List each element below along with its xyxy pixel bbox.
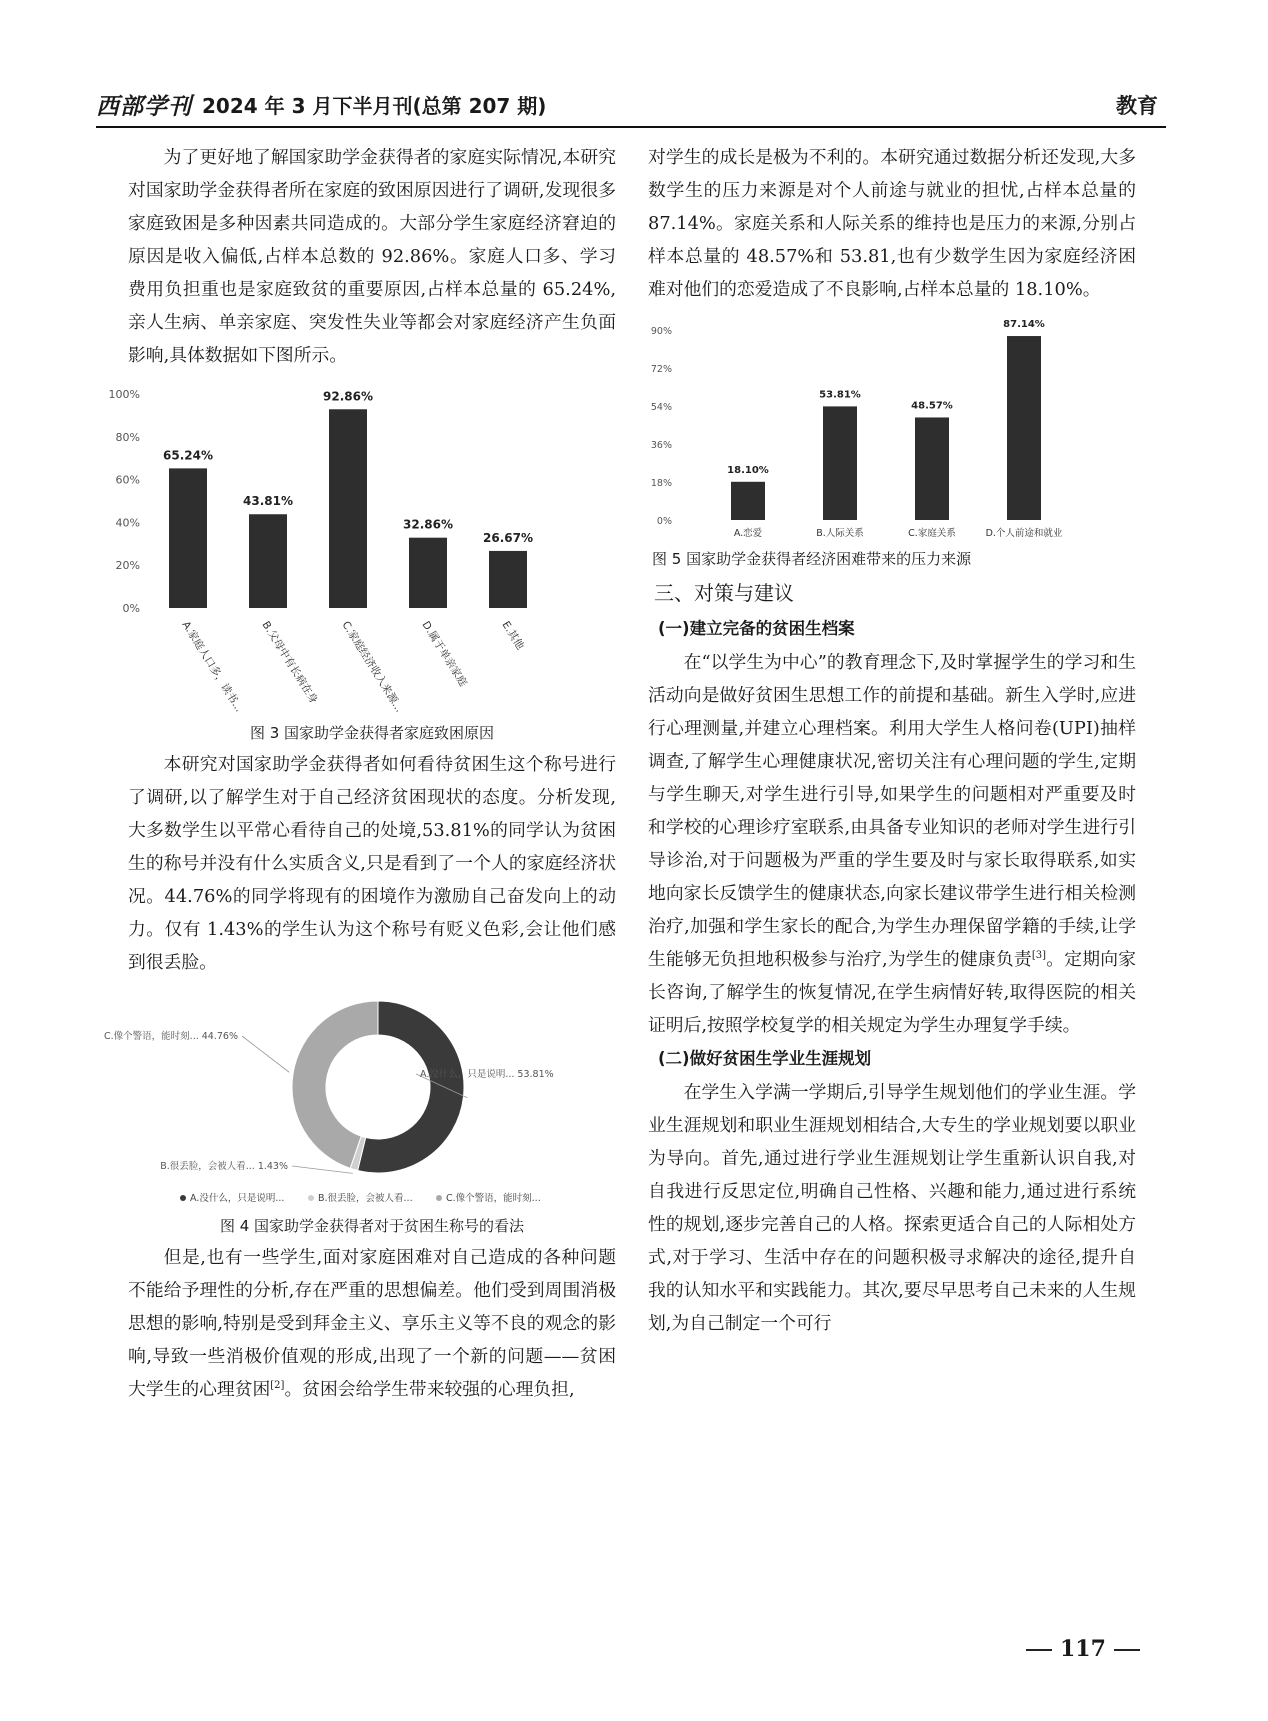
y-tick-label: 90%: [650, 326, 672, 337]
bar-value-label: 92.86%: [323, 389, 373, 404]
x-tick-label: B.父母中有长病在身: [259, 619, 320, 706]
y-tick-label: 18%: [650, 478, 672, 489]
figure-3-bar-chart: [108, 378, 616, 718]
bar: [823, 406, 857, 520]
subsection-heading-1: (一)建立完备的贫困生档案: [658, 619, 855, 638]
bar-value-label: 43.81%: [243, 494, 293, 509]
section-heading-3: 三、对策与建议: [654, 581, 794, 605]
x-tick-label: C.家庭关系: [908, 528, 956, 539]
slice-label: B.很丢脸，会被人看... 1.43%: [160, 1161, 288, 1172]
bar-value-label: 65.24%: [163, 448, 213, 463]
paragraph-psychological-poverty: [128, 1241, 616, 1406]
slice-label: A.没什么，只是说明... 53.81%: [420, 1069, 554, 1080]
paragraph-text: 。定期向家长咨询,了解学生的恢复情况,在学生病情好转,取得医院的相关证明后,按照学校复学的相关规定为学生办理复学手续。: [648, 949, 1136, 1036]
bar-value-label: 48.57%: [911, 400, 953, 412]
figure-5-caption: 图 5 国家助学金获得者经济困难带来的压力来源: [652, 550, 972, 568]
y-tick-label: 60%: [115, 473, 140, 487]
journal-logo: 西部学刊: [96, 93, 192, 120]
figure-4-caption: 图 4 国家助学金获得者对于贫困生称号的看法: [219, 1217, 525, 1235]
y-tick-label: 100%: [108, 388, 140, 401]
paragraph-text: 。贫困会给学生带来较强的心理负担,: [284, 1379, 575, 1400]
legend-marker: [308, 1195, 314, 1201]
y-tick-label: 20%: [115, 559, 140, 573]
leader-line: [242, 1036, 289, 1072]
x-tick-label: B.人际关系: [816, 528, 864, 539]
paragraph-title-attitude: 本研究对国家助学金获得者如何看待贫困生这个称号进行了调研,以了解学生对于自己经济贫困现状的态度。分析发现,大多数学生以平常心看待自己的处境,53.81%的同学认为贫困生的称号并没有什么实质含义,只是看到了一个人的家庭经济状况。44.76%的同学将现有的困境作为激励自己奋发向上的动力。仅有 1.43%的学生认为这个称号有贬义色彩,会让他们感到很丢脸。: [128, 754, 616, 973]
y-tick-label: 72%: [650, 364, 672, 375]
slice-label: C.像个警语，能时刻... 44.76%: [104, 1031, 238, 1042]
figure-5-bar-chart: [648, 312, 1136, 544]
x-tick-label: A.家庭人口多，读书...: [179, 619, 245, 715]
paragraph-career-planning: 在学生入学满一学期后,引导学生规划他们的学业生涯。学业生涯规划和职业生涯规划相结合,大专生的学业规划要以职业为导向。首先,通过进行学业生涯规划让学生重新认识自我,对自我进行反思定位,明确自己性格、兴趣和能力,通过进行系统性的规划,逐步完善自己的人格。探索更适合自己的人际相处方式,对于学习、生活中存在的问题积极寻求解决的途径,提升自我的认知水平和实践能力。其次,要尽早思考自己未来的人生规划,为自己制定一个可行: [648, 1082, 1136, 1334]
bar: [731, 482, 765, 520]
y-tick-label: 54%: [650, 402, 672, 413]
page-number-value: 117: [1060, 1636, 1106, 1662]
page-number: [1018, 1636, 1148, 1662]
page-number-dash: [1114, 1649, 1140, 1651]
x-tick-label: D.属于单亲家庭: [419, 619, 470, 689]
x-tick-label: C.家庭经济收入来源...: [339, 619, 406, 715]
legend-label: A.没什么，只是说明...: [190, 1193, 285, 1204]
bar: [915, 417, 949, 520]
y-tick-label: 40%: [115, 516, 140, 530]
bar: [329, 409, 367, 608]
bar-value-label: 87.14%: [1003, 319, 1045, 331]
paragraph-archives: [648, 646, 1136, 1042]
left-column: [104, 141, 616, 1406]
right-column: [648, 141, 1136, 1340]
paragraph-text: 但是,也有一些学生,面对家庭困难对自己造成的各种问题不能给予理性的分析,存在严重的思想偏差。他们受到周围消极思想的影响,特别是受到拜金主义、享乐主义等不良的观念的影响,导致一些消极价值观的形成,出现了一个新的问题——贫困大学生的心理贫困: [128, 1247, 616, 1400]
y-tick-label: 0%: [656, 516, 672, 527]
bar-value-label: 32.86%: [403, 517, 453, 532]
y-tick-label: 80%: [115, 430, 140, 444]
bar: [489, 551, 527, 608]
citation-2: [2]: [270, 1380, 285, 1392]
legend-marker: [436, 1195, 442, 1201]
figure-4-donut-chart: [104, 989, 616, 1211]
y-tick-label: 0%: [122, 602, 140, 615]
bar: [409, 538, 447, 608]
page-number-dash: [1026, 1649, 1052, 1651]
citation-3: [3]: [1031, 950, 1046, 962]
leader-line: [292, 1166, 353, 1173]
paragraph-pressure-sources: 对学生的成长是极为不利的。本研究通过数据分析还发现,大多数学生的压力来源是对个人前途与就业的担忧,占样本总量的 87.14%。家庭关系和人际关系的维持也是压力的来源,分别占样本总量的 48.57%和 53.81,也有少数学生因为家庭经济困难对他们的恋爱造成了不良影响,占样本总量的 18.10%。: [648, 147, 1136, 300]
legend-label: C.像个警语，能时刻...: [446, 1193, 541, 1204]
legend-label: B.很丢脸，会被人看...: [318, 1193, 413, 1204]
page-header: [96, 86, 1166, 128]
x-tick-label: E.其他: [499, 619, 527, 652]
figure-3-caption: 图 3 国家助学金获得者家庭致困原因: [249, 724, 495, 742]
bar: [1007, 336, 1041, 520]
bar-value-label: 53.81%: [819, 389, 861, 401]
x-tick-label: D.个人前途和就业: [985, 528, 1063, 539]
y-tick-label: 36%: [650, 440, 672, 451]
bar: [169, 468, 207, 608]
legend-marker: [180, 1195, 186, 1201]
paragraph-text: 在“以学生为中心”的教育理念下,及时掌握学生的学习和生活动向是做好贫困生思想工作的前提和基础。新生入学时,应进行心理测量,并建立心理档案。利用大学生人格问卷(UPI)抽样调查,了解学生心理健康状况,密切关注有心理问题的学生,定期与学生聊天,对学生进行引导,如果学生的问题相对严重要及时和学校的心理诊疗室联系,由具备专业知识的老师对学生进行引导诊治,对于问题极为严重的学生要及时与家长取得联系,如实地向家长反馈学生的健康状态,向家长建议带学生进行相关检测治疗,加强和学生家长的配合,为学生办理保留学籍的手续,让学生能够无负担地积极参与治疗,为学生的健康负责: [648, 652, 1136, 970]
subsection-heading-2: (二)做好贫困生学业生涯规划: [658, 1049, 872, 1068]
bar: [249, 514, 287, 608]
bar-value-label: 26.67%: [483, 530, 533, 545]
x-tick-label: A.恋爱: [733, 528, 763, 539]
section-name: 教育: [1116, 94, 1158, 118]
paragraph-family-survey: 为了更好地了解国家助学金获得者的家庭实际情况,本研究对国家助学金获得者所在家庭的致困原因进行了调研,发现很多家庭致困是多种因素共同造成的。大部分学生家庭经济窘迫的原因是收入偏低,占样本总数的 92.86%。家庭人口多、学习费用负担重也是家庭致贫的重要原因,占样本总量的 65.24%,亲人生病、单亲家庭、突发性失业等都会对家庭经济产生负面影响,具体数据如下图所示。: [128, 147, 616, 366]
bar-value-label: 18.10%: [727, 464, 769, 476]
issue-info: 2024 年 3 月下半月刊(总第 207 期): [202, 94, 547, 118]
